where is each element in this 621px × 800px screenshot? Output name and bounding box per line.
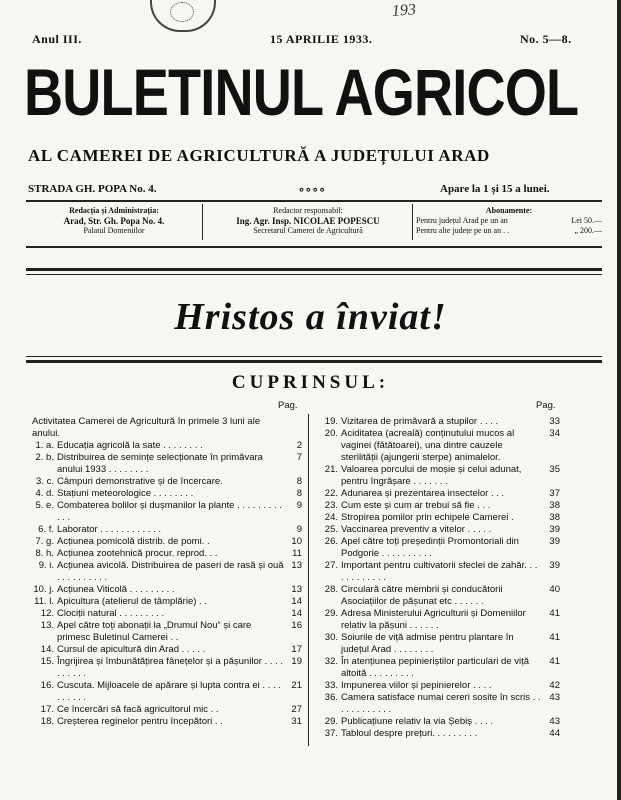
toc-entry-title: Camera satisface numai cereri sosite în scris . . . . . . . . . . . . [341, 692, 541, 715]
toc-entry-number: 32. [324, 656, 338, 667]
toc-entry-title: Acțiunea zootehnică procur. reprod. . . [57, 548, 218, 559]
contents-title: CUPRINSUL: [231, 372, 390, 393]
toc-entry-title: Apel către toți președinții Promontoriali din Podgorie . . . . . . . . . . [341, 536, 519, 559]
toc-entry-title: Ce încercări să facă agricultorul mic . . [57, 704, 219, 715]
toc-entry [26, 620, 302, 644]
editor-name: Ing. Agr. Insp. NICOLAE POPESCU [236, 216, 380, 226]
toc-entry [26, 596, 302, 608]
toc-entry-page: 11 [292, 548, 302, 559]
toc-entry-page: 17 [291, 644, 302, 655]
toc-entry [26, 548, 302, 560]
masthead-title: BULETINUL AGRICOL [24, 55, 579, 129]
toc-entry [310, 656, 560, 680]
toc-entry-number: 23. [324, 500, 338, 511]
divider-rule [26, 200, 602, 202]
box-divider [202, 204, 203, 240]
toc-entry-title: Adresa Ministerului Agriculturii și Domeniilor relativ la pășuni . . . . . . [341, 608, 526, 631]
toc-entry-page: 27 [291, 704, 302, 715]
toc-entry [310, 560, 560, 584]
toc-entry-title: Creșterea reginelor pentru începători . . [57, 716, 223, 727]
toc-entry-number: 19. [324, 416, 338, 427]
editor-box [208, 206, 408, 236]
toc-entry-number: 10. j. [33, 584, 54, 595]
toc-entry-title: Acțiunea Viticolă . . . . . . . . . [57, 584, 175, 595]
toc-entry [26, 584, 302, 596]
toc-entry-number: 16. [40, 680, 54, 691]
divider-rule [26, 360, 602, 363]
admin-box [30, 206, 198, 236]
toc-entry [310, 584, 560, 608]
toc-entry-page: 35 [549, 464, 560, 475]
toc-entry-page: 8 [296, 488, 302, 499]
toc-entry-number: 1. a. [35, 440, 54, 451]
toc-entry-title: Combaterea bolilor și dușmanilor la plante . . . . . . . . . . . . [57, 500, 282, 523]
toc-entry-title: Activitatea Camerei de Agricultură în primele 3 luni ale anului. [32, 416, 261, 439]
subs-local-label: Pentru județul Arad pe un an [416, 216, 508, 225]
toc-entry [310, 608, 560, 632]
toc-entry-title: Aciditatea (acreală) conținutului mucos al vaginei (fătătoarei), una dintre cauzele sterilității (ajungerii sterpe) animalelor. [341, 428, 515, 463]
frequency-line: Apare la 1 și 15 a lunei. [440, 183, 550, 195]
toc-entry-page: 38 [549, 512, 560, 523]
toc-entry-title: Valoarea porcului de moșie și celui adunat, pentru îngrășare . . . . . . . [341, 464, 522, 487]
toc-entry-title: Circulară către membrii și conducătorii Asociațiilor de pășunat etc . . . . . . [341, 584, 503, 607]
masthead-subtitle: AL CAMEREI DE AGRICULTURĂ A JUDEȚULUI ARAD [28, 146, 490, 165]
toc-entry-page: 10 [291, 536, 302, 547]
toc-entry [26, 716, 302, 728]
page-column-header: Pag. [278, 400, 298, 411]
box-divider [412, 204, 413, 240]
toc-entry-number: 7. g. [35, 536, 54, 547]
editor-heading: Redactor responsabil: [273, 206, 343, 215]
issue-date: 15 APRILIE 1933. [270, 32, 373, 46]
toc-entry-page: 7 [296, 452, 302, 463]
toc-entry-title: Apel către toți abonații la „Drumul Nou“ și care primesc Buletinul Camerei . . [57, 620, 252, 643]
toc-entry-number: 9. i. [38, 560, 54, 571]
subscription-box [416, 206, 602, 236]
toc-entry-number: 5. e. [35, 500, 54, 511]
toc-entry-number: 13. [40, 620, 54, 631]
ornament: ∘∘∘∘ [298, 184, 326, 196]
toc-entry-page: 43 [549, 716, 560, 727]
toc-entry-title: Stropirea pomilor prin echipele Camerei . [341, 512, 514, 523]
toc-entry [26, 656, 302, 680]
toc-entry-number: 29. [324, 716, 338, 727]
toc-entry [310, 512, 560, 524]
easter-greeting: Hristos a înviat! [174, 296, 447, 338]
toc-entry-title: Cum este și cum ar trebui să fie . . . [341, 500, 491, 511]
toc-entry [26, 440, 302, 452]
toc-entry [26, 680, 302, 704]
toc-entry-title: Cuscuta. Mijloacele de apărare și lupta contra ei . . . . . . . . . . [57, 680, 281, 703]
toc-entry-page: 19 [291, 656, 302, 667]
toc-entry-number: 33. [324, 680, 338, 691]
toc-entry [310, 728, 560, 740]
toc-entry-page: 13 [291, 584, 302, 595]
toc-entry-title: Stațiuni meteorologice . . . . . . . . [57, 488, 194, 499]
toc-entry-number: 27. [324, 560, 338, 571]
toc-entry-page: 40 [549, 584, 560, 595]
subs-local-row [416, 216, 602, 226]
toc-entry-page: 41 [549, 656, 560, 667]
issue-number: No. 5—8. [520, 32, 572, 46]
toc-entry-number: 4. d. [35, 488, 54, 499]
toc-entry-title: Cursul de apicultură din Arad . . . . . [57, 644, 206, 655]
toc-entry-page: 41 [549, 632, 560, 643]
toc-entry-title: Vaccinarea preventiv a vitelor . . . . . [341, 524, 492, 535]
handwritten-number: 193 [391, 1, 417, 20]
contents-right-column [310, 416, 560, 740]
toc-entry-number: 3. c. [36, 476, 54, 487]
toc-entry-number: 21. [324, 464, 338, 475]
toc-entry-page: 14 [291, 596, 302, 607]
toc-entry-number: 26. [324, 536, 338, 547]
toc-entry [26, 536, 302, 548]
toc-entry [310, 500, 560, 512]
admin-place: Palatul Domeniilor [83, 226, 145, 235]
toc-entry-title: Câmpuri demonstrative și de încercare. [57, 476, 223, 487]
contents-left-column [26, 416, 302, 728]
toc-entry [26, 488, 302, 500]
editor-role: Secretarul Camerei de Agricultură [253, 226, 363, 235]
toc-entry-title: Vizitarea de primăvară a stupilor . . . . [341, 416, 499, 427]
toc-entry [310, 632, 560, 656]
toc-entry-title: Apicultura (atelierul de tâmplărie) . . [57, 596, 207, 607]
toc-entry-page: 9 [296, 524, 302, 535]
toc-entry-title: În atențiunea pepinieriștilor particulari de viță altoită . . . . . . . . . [341, 656, 529, 679]
toc-entry-page: 2 [296, 440, 302, 451]
toc-entry-number: 15. [40, 656, 54, 667]
toc-entry [26, 476, 302, 488]
toc-entry-number: 30. [324, 632, 338, 643]
toc-entry-title: Clociții natural . . . . . . . . . [57, 608, 165, 619]
toc-entry [310, 692, 560, 716]
subs-other-label: Pentru alte județe pe un an . . [416, 226, 510, 235]
toc-entry-title: Important pentru cultivatorii sfeclei de zahăr. . . . . . . . . . . . [341, 560, 538, 583]
toc-entry-page: 33 [549, 416, 560, 427]
stamp-seal-icon [170, 2, 194, 22]
toc-entry [310, 428, 560, 464]
subs-heading: Abonamente: [485, 206, 533, 215]
toc-entry-number: 24. [324, 512, 338, 523]
scan-edge [617, 0, 621, 800]
toc-entry-page: 8 [296, 476, 302, 487]
toc-entry-page: 9 [296, 500, 302, 511]
column-divider [308, 414, 309, 746]
toc-entry-number: 29. [324, 608, 338, 619]
toc-entry-page: 39 [549, 560, 560, 571]
toc-entry [310, 416, 560, 428]
toc-entry-title: Distribuirea de semințe selecționate în primăvara anului 1933 . . . . . . . . [57, 452, 263, 475]
toc-entry [310, 464, 560, 488]
toc-entry-page: 34 [549, 428, 560, 439]
toc-entry-number: 36. [324, 692, 338, 703]
toc-entry-number: 2. b. [35, 452, 54, 463]
toc-entry-page: 13 [291, 560, 302, 571]
toc-entry-number: 8. h. [35, 548, 54, 559]
issue-year: Anul III. [32, 32, 82, 46]
divider-rule [26, 356, 602, 357]
subs-other-row [416, 226, 602, 236]
toc-entry-page: 39 [549, 524, 560, 535]
toc-entry [26, 704, 302, 716]
page-column-header: Pag. [536, 400, 556, 411]
toc-entry-page: 37 [549, 488, 560, 499]
toc-entry-title: Acțiunea avicolă. Distribuirea de paseri de rasă și ouă . . . . . . . . . . [57, 560, 284, 583]
toc-entry-title: Laborator . . . . . . . . . . . . [57, 524, 162, 535]
divider-rule [26, 246, 602, 248]
toc-entry-page: 39 [549, 536, 560, 547]
toc-entry-page: 44 [549, 728, 560, 739]
toc-entry-number: 18. [40, 716, 54, 727]
toc-entry-title: Publicațiune relativ la via Șebiș . . . . [341, 716, 494, 727]
toc-entry [310, 680, 560, 692]
toc-entry-page: 43 [549, 692, 560, 703]
address-line: STRADA GH. POPA No. 4. [28, 183, 157, 195]
toc-entry [310, 536, 560, 560]
toc-entry-number: 22. [324, 488, 338, 499]
toc-entry-page: 42 [549, 680, 560, 691]
toc-entry [310, 524, 560, 536]
toc-entry-title: Impunerea viilor și pepinierelor . . . . [341, 680, 492, 691]
toc-entry [310, 716, 560, 728]
toc-entry-number: 12. [40, 608, 54, 619]
toc-entry [26, 644, 302, 656]
divider-rule [26, 274, 602, 275]
toc-entry-number: 37. [324, 728, 338, 739]
toc-entry-title: Educația agricolă la sate . . . . . . . . [57, 440, 203, 451]
toc-entry-title: Soiurile de viță admise pentru plantare în județul Arad . . . . . . . . [341, 632, 514, 655]
toc-entry [26, 560, 302, 584]
toc-entry [310, 488, 560, 500]
toc-entry-number: 11. l. [34, 596, 54, 607]
toc-entry [26, 608, 302, 620]
toc-entry-page: 16 [291, 620, 302, 631]
toc-entry-page: 21 [291, 680, 302, 691]
toc-entry [26, 416, 302, 440]
subs-local-price: Lei 50.— [571, 216, 602, 225]
toc-entry-page: 31 [291, 716, 302, 727]
admin-address: Arad, Str. Gh. Popa No. 4. [63, 216, 165, 226]
toc-entry [26, 452, 302, 476]
toc-entry-number: 14. [40, 644, 54, 655]
toc-entry-title: Tabloul despre prețuri. . . . . . . . . [341, 728, 478, 739]
toc-entry [26, 524, 302, 536]
toc-entry-page: 38 [549, 500, 560, 511]
toc-entry-title: Acțiunea pomicolă distrib. de pomi. . [57, 536, 210, 547]
toc-entry-number: 17. [40, 704, 54, 715]
toc-entry-title: Adunarea și prezentarea insectelor . . . [341, 488, 505, 499]
toc-entry [26, 500, 302, 524]
toc-entry-page: 14 [291, 608, 302, 619]
toc-entry-number: 20. [324, 428, 338, 439]
toc-entry-number: 28. [324, 584, 338, 595]
admin-heading: Redacția și Administrația: [69, 206, 159, 215]
subs-other-price: „ 200.— [574, 226, 602, 235]
toc-entry-number: 6. f. [38, 524, 54, 535]
toc-entry-number: 25. [324, 524, 338, 535]
divider-rule [26, 268, 602, 271]
toc-entry-title: Îngrijirea și îmbunătățirea fânețelor și a pășunilor . . . . . . . . . . [57, 656, 284, 679]
toc-entry-page: 41 [549, 608, 560, 619]
